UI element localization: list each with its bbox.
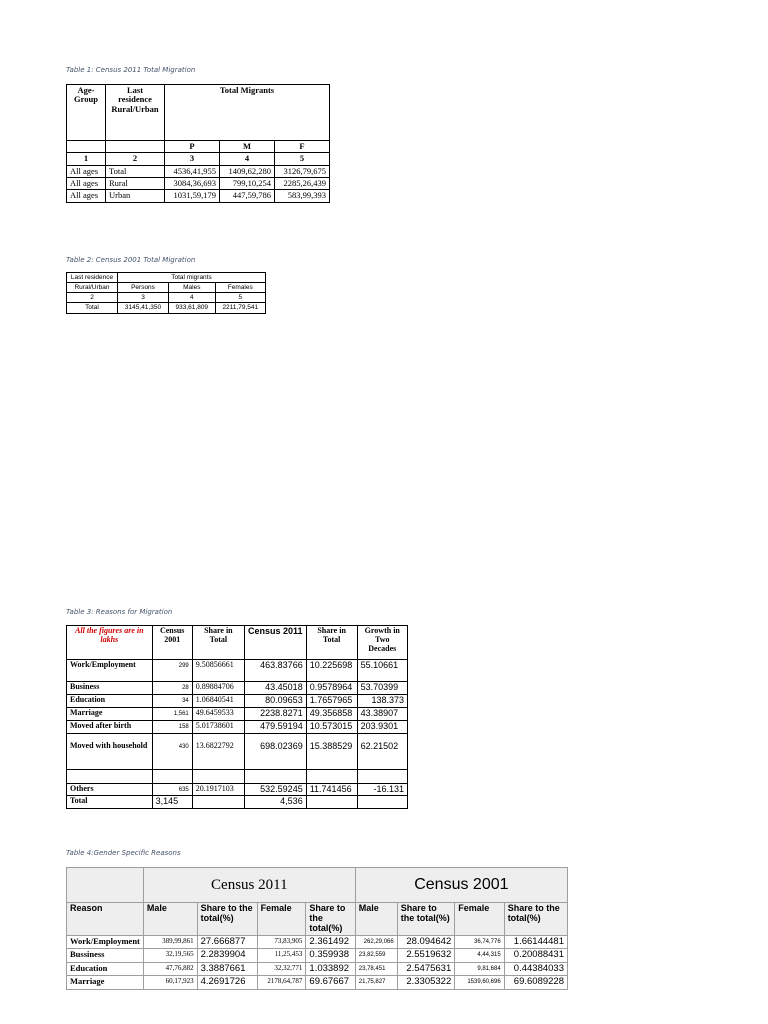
f-header: F (275, 141, 330, 153)
share-male-2011-header: Share to the total(%) (197, 903, 257, 936)
m-cell: 447,59,786 (220, 190, 275, 202)
col-number: 4 (169, 293, 216, 303)
reason-cell: Total (67, 796, 153, 809)
table3-caption: Table 3: Reasons for Migration (66, 608, 173, 616)
last-residence-header: Last residence Rural/Urban (106, 85, 165, 141)
residence-cell: Urban (106, 190, 165, 202)
col-number: 5 (215, 293, 265, 303)
gender-specific-reasons-table (66, 867, 568, 990)
females-header: Females (215, 283, 265, 293)
growth-value: 53.70399 (360, 682, 399, 692)
share-female-2001-value: 0.20088431 (513, 949, 564, 961)
reasons-for-migration-table (66, 625, 408, 809)
col-number: 4 (220, 153, 275, 165)
census-2011-value: 532.59245 (260, 783, 303, 794)
census-2011-value: 43.45018 (265, 682, 303, 692)
census-2001-header: Census 2001 (355, 868, 567, 903)
share-2011-value: 1.7657965 (309, 694, 353, 705)
table-row (67, 190, 330, 202)
reason-cell: Work/Employment (67, 660, 153, 682)
m-cell: 1409,62,280 (220, 165, 275, 177)
share-male-2001-value: 2.5519632 (406, 949, 452, 961)
share-female-2001-value: 0.44384033 (513, 962, 564, 974)
share-2001-value: 0.89884706 (195, 682, 234, 691)
share-2011-value: 10.225698 (309, 660, 353, 670)
share-male-2001-header: Share to the total(%) (397, 903, 455, 936)
male-2011-value: 47,76,882 (165, 963, 194, 972)
residence-cell: Total (67, 303, 118, 313)
age-cell: All ages (67, 165, 106, 177)
last-residence-header: Last residence (67, 273, 118, 283)
female-2011-value: 2178,64,787 (267, 977, 303, 986)
male-2001-value: 23,78,451 (358, 965, 386, 972)
male-2011-value: 60,17,923 (165, 977, 194, 986)
table1-caption: Table 1: Census 2011 Total Migration (66, 66, 196, 74)
col-number: 2 (67, 293, 118, 303)
reason-cell: Education (67, 694, 153, 707)
growth-value: 43.38907 (360, 707, 399, 718)
share-2011-value: 10.573015 (309, 720, 353, 731)
share-2001-value: 20.1917103 (195, 783, 234, 793)
female-2001-value: 4,44,315 (477, 952, 501, 959)
age-cell: All ages (67, 190, 106, 202)
persons-header: Persons (118, 283, 169, 293)
share-male-2001-value: 2.5475631 (406, 962, 452, 974)
col-number: 1 (67, 153, 106, 165)
share-male-2001-value: 28.094642 (406, 936, 452, 947)
share-female-2001-value: 1.66144481 (513, 936, 564, 947)
share-male-2011-value: 27.666877 (200, 936, 246, 947)
table-row (67, 694, 408, 707)
share-2001-value: 49.6459533 (195, 707, 234, 717)
reason-cell: Education (67, 962, 144, 975)
units-note: All the figures are in lakhs (67, 626, 153, 660)
reason-cell: Moved after birth (67, 720, 153, 733)
share-male-2011-value: 4.2691726 (200, 976, 246, 988)
table-row (67, 949, 568, 962)
table4-caption: Table 4:Gender Specific Reasons (66, 849, 181, 857)
reason-header: Reason (67, 903, 144, 936)
table-row (67, 178, 330, 190)
census-2011-value: 2238.8271 (260, 707, 303, 718)
age-cell: All ages (67, 178, 106, 190)
table-row (67, 936, 568, 949)
reason-cell: Marriage (67, 976, 144, 989)
total-migrants-header: Total Migrants (165, 85, 330, 141)
share-female-2011-value: 2.361492 (309, 936, 350, 947)
residence-cell: Total (106, 165, 165, 177)
table-row (67, 783, 408, 796)
male-2001-value: 21,75,827 (358, 979, 386, 986)
census-2011-value: 463.83766 (260, 660, 303, 670)
share-female-2011-value: 0.359938 (309, 949, 350, 961)
table-row (67, 707, 408, 720)
share-female-2011-value: 1.033892 (309, 962, 350, 974)
census-2011-value: 698.02369 (260, 740, 303, 751)
female-2011-value: 32,32,771 (274, 963, 303, 972)
f-cell: 3126,79,675 (275, 165, 330, 177)
m-header: M (220, 141, 275, 153)
share-2011-value: 0.9578964 (309, 682, 353, 692)
share-male-2001-value: 2.3305322 (406, 976, 452, 988)
share-male-2011-value: 2.2839904 (200, 949, 246, 961)
census-2011-migration-table (66, 84, 330, 203)
reason-cell: Others (67, 783, 153, 796)
growth-value: 138.373 (371, 694, 404, 705)
col-number: 3 (118, 293, 169, 303)
census-2001-value: 635 (178, 786, 189, 793)
share-female-2011-header: Share to the total(%) (306, 903, 355, 936)
residence-cell: Rural (106, 178, 165, 190)
census-2001-value: 28 (182, 685, 189, 691)
total-row (67, 796, 408, 809)
reason-cell: Work/Employment (67, 936, 144, 949)
share-female-2011-value: 69.67667 (309, 976, 350, 988)
reason-cell: Business (67, 682, 153, 695)
female-2011-value: 11,25,453 (274, 950, 303, 959)
growth-value: 55.10661 (360, 660, 399, 670)
female-2001-header: Female (455, 903, 504, 936)
p-cell: 4536,41,955 (165, 165, 220, 177)
census-2001-value: 299 (178, 663, 189, 669)
share-2011-value: 15.388529 (309, 740, 353, 751)
growth-value: 62.21502 (360, 740, 399, 751)
age-group-header: Age-Group (67, 85, 106, 141)
table-row (67, 962, 568, 975)
census-2001-migration-table (66, 272, 266, 314)
census-2011-total: 4,536 (280, 796, 303, 807)
female-2011-value: 73,83,905 (274, 937, 303, 945)
census-2001-value: 34 (182, 697, 189, 704)
reason-cell: Bussiness (67, 949, 144, 962)
table-row (67, 720, 408, 733)
share-2011-value: 49.356858 (309, 707, 353, 718)
table-row (67, 165, 330, 177)
table-row (67, 976, 568, 989)
census-2001-value: 430 (178, 743, 189, 750)
p-cell: 3084,36,693 (165, 178, 220, 190)
p-header: P (165, 141, 220, 153)
table-row (67, 303, 266, 313)
census-2001-header: Census 2001 (152, 626, 192, 660)
growth-value: -16.131 (373, 783, 404, 794)
census-2001-value: 158 (178, 723, 189, 730)
male-2011-header: Male (143, 903, 197, 936)
f-cell: 2285,26,439 (275, 178, 330, 190)
total-migrants-header: Total migrants (118, 273, 266, 283)
persons-cell: 3145,41,350 (118, 303, 169, 313)
col-number: 5 (275, 153, 330, 165)
share-2001-value: 1.06840541 (195, 694, 234, 704)
share-2001-value: 9.50856661 (195, 660, 234, 669)
females-cell: 2211,79,541 (215, 303, 265, 313)
table-row (67, 682, 408, 695)
male-2001-value: 262,29,066 (363, 939, 394, 945)
col-number: 3 (165, 153, 220, 165)
males-cell: 933,61,809 (169, 303, 216, 313)
male-2011-value: 32,19,565 (165, 950, 194, 959)
table-row (67, 733, 408, 769)
f-cell: 583,99,393 (275, 190, 330, 202)
col-number: 2 (106, 153, 165, 165)
table-row (67, 660, 408, 682)
reason-cell: Marriage (67, 707, 153, 720)
table2-caption: Table 2: Census 2001 Total Migration (66, 256, 196, 264)
rural-urban-header: Rural/Urban (67, 283, 118, 293)
share-2001-header: Share in Total (192, 626, 244, 660)
census-2001-value: 1,561 (173, 710, 189, 717)
share-female-2001-value: 69.6089228 (513, 976, 564, 988)
male-2011-value: 389,99,861 (162, 937, 194, 945)
share-2001-value: 5.01738601 (195, 720, 234, 730)
female-2011-header: Female (257, 903, 306, 936)
female-2001-value: 36,74,776 (473, 939, 501, 945)
male-2001-value: 23,82,559 (358, 952, 386, 959)
males-header: Males (169, 283, 216, 293)
census-2011-value: 80.09653 (265, 694, 303, 705)
census-2011-value: 479.59194 (260, 720, 303, 731)
female-2001-value: 9,81,684 (477, 965, 501, 972)
growth-header: Growth in Two Decades (357, 626, 407, 660)
male-2001-header: Male (355, 903, 397, 936)
share-2011-value: 11.741456 (309, 783, 352, 794)
reason-cell: Moved with household (67, 733, 153, 769)
p-cell: 1031,59,179 (165, 190, 220, 202)
share-2011-header: Share in Total (306, 626, 357, 660)
share-female-2001-header: Share to the total(%) (504, 903, 567, 936)
m-cell: 799,10,254 (220, 178, 275, 190)
census-2001-total: 3,145 (155, 796, 179, 807)
census-2011-header: Census 2011 (143, 868, 355, 903)
growth-value: 203.9301 (360, 720, 399, 731)
female-2001-value: 1539,60,696 (467, 979, 501, 986)
census-2011-header: Census 2011 (244, 626, 306, 660)
share-male-2011-value: 3.3887661 (200, 962, 246, 974)
share-2001-value: 13.6822792 (195, 740, 234, 750)
